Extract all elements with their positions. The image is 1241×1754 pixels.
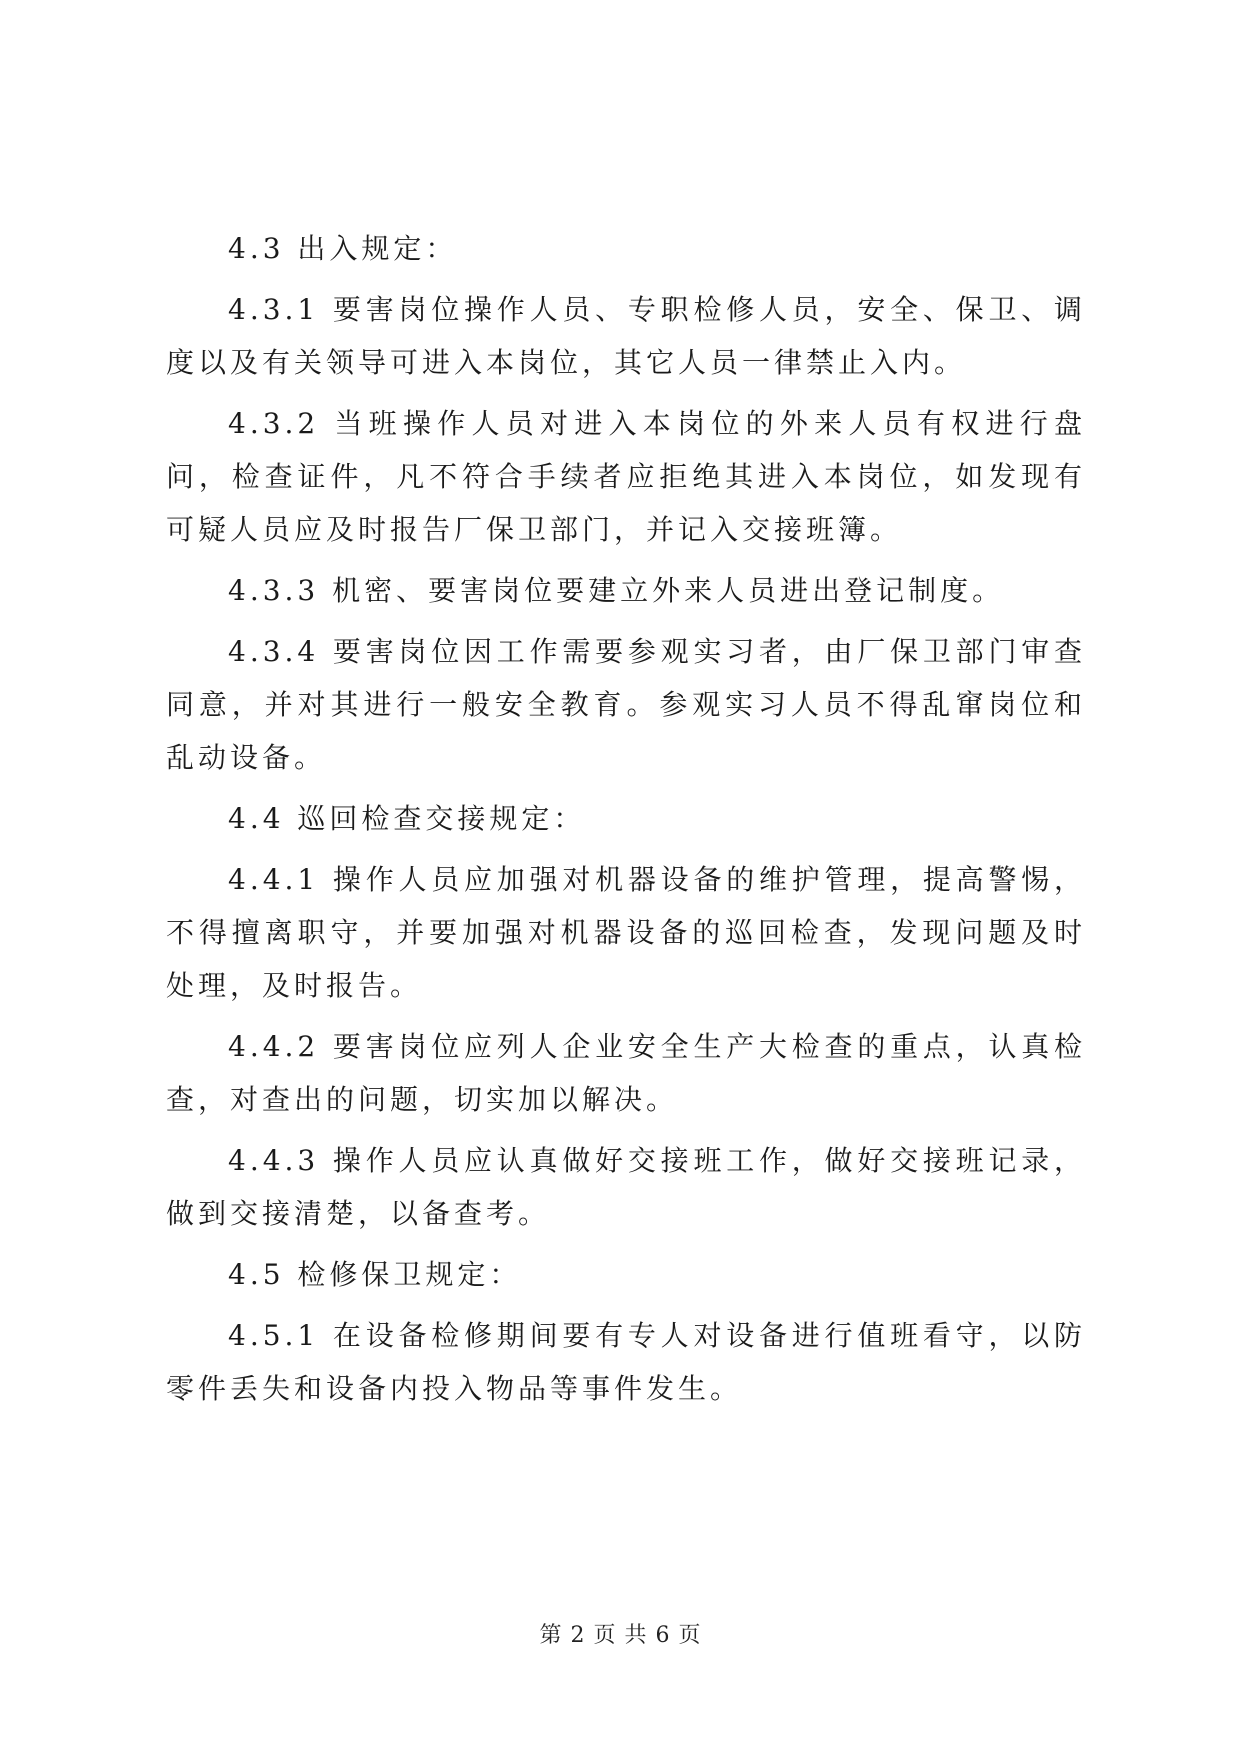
section-heading-4-4: 4.4 巡回检查交接规定： (228, 802, 586, 835)
paragraph-4-3-3: 4.3.3 机密、要害岗位要建立外来人员进出登记制度。 (228, 574, 1005, 607)
section-heading-4-3: 4.3 出入规定： (228, 232, 458, 265)
page-number-footer: 第 2 页 共 6 页 (539, 1623, 702, 1648)
section-heading-4-5: 4.5 检修保卫规定： (228, 1258, 522, 1291)
paragraph-4-4-1: 4.4.1 操作人员应加强对机器设备的维护管理，提高警惕，不得擅离职守，并要加强对机器设备的巡回检查，发现问题及时处理，及时报告。 (166, 863, 1086, 1002)
paragraph-4-3-1: 4.3.1 要害岗位操作人员、专职检修人员，安全、保卫、调度以及有关领导可进入本岗位，其它人员一律禁止入内。 (166, 293, 1086, 379)
paragraph-4-4-2: 4.4.2 要害岗位应列人企业安全生产大检查的重点，认真检查，对查出的问题，切实加以解决。 (166, 1030, 1086, 1116)
document-body (166, 222, 1086, 1423)
paragraph-4-4-3: 4.4.3 操作人员应认真做好交接班工作，做好交接班记录，做到交接清楚，以备查考。 (166, 1144, 1086, 1230)
paragraph-4-3-2: 4.3.2 当班操作人员对进入本岗位的外来人员有权进行盘问，检查证件，凡不符合手续者应拒绝其进入本岗位，如发现有可疑人员应及时报告厂保卫部门，并记入交接班簿。 (166, 407, 1086, 546)
paragraph-4-3-4: 4.3.4 要害岗位因工作需要参观实习者，由厂保卫部门审查同意，并对其进行一般安全教育。参观实习人员不得乱窜岗位和乱动设备。 (166, 635, 1086, 774)
paragraph-4-5-1: 4.5.1 在设备检修期间要有专人对设备进行值班看守，以防零件丢失和设备内投入物品等事件发生。 (166, 1319, 1086, 1405)
